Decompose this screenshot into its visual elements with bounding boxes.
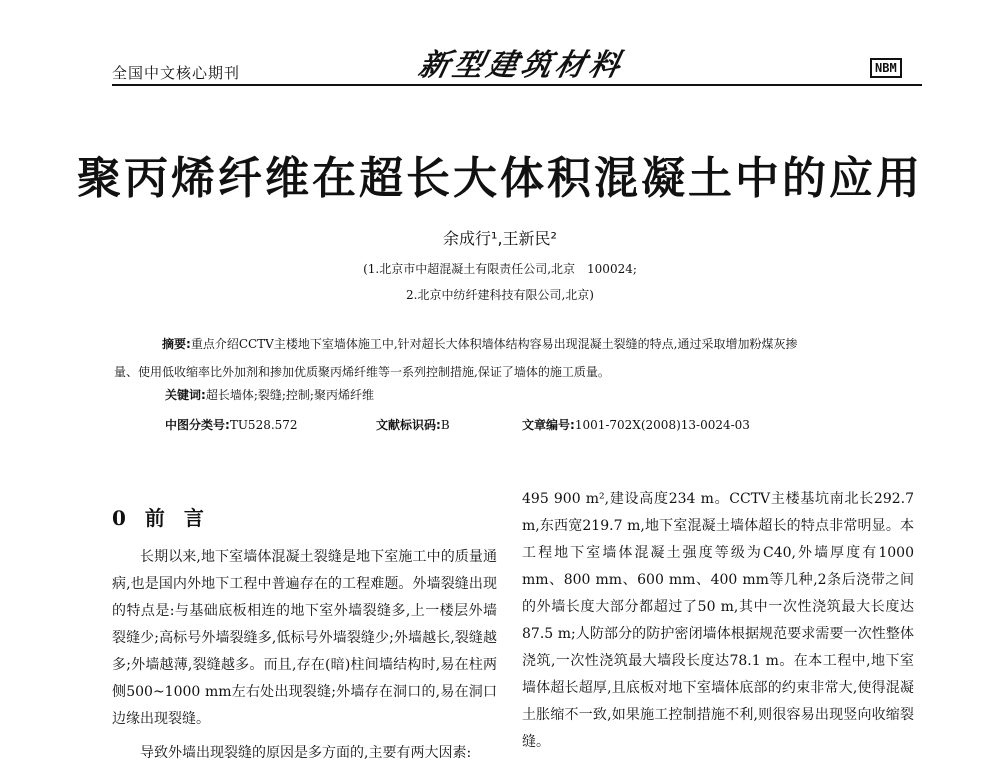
- affiliation-1: (1.北京市中超混凝土有限责任公司,北京 100024;: [363, 262, 637, 276]
- article-number: [522, 416, 750, 433]
- document-code-value: B: [440, 418, 450, 432]
- body-column-right: [522, 486, 914, 763]
- journal-logo: 新型建筑材料: [415, 48, 627, 83]
- journal-badge: NBM: [870, 58, 902, 78]
- section-heading: 0 前 言: [112, 506, 210, 530]
- header-rule: [112, 84, 922, 86]
- abstract-text-2: 量、使用低收缩率比外加剂和掺加优质聚丙烯纤维等一系列控制措施,保证了墙体的施工质量。: [114, 365, 610, 379]
- keywords-value: 超长墙体;裂缝;控制;聚丙烯纤维: [205, 388, 374, 402]
- journal-category-label: 全国中文核心期刊: [112, 64, 241, 82]
- body-paragraph: 长期以来,地下室墙体混凝土裂缝是地下室施工中的质量通病,也是国内外地下工程中普遍存在的工程难题。外墙裂缝出现的特点是:与基础底板相连的地下室外墙裂缝多,上一楼层外墙裂缝少;高标号外墙裂缝多,低标号外墙裂缝少;外墙越长,裂缝越多;外墙越薄,裂缝越多。而且,存在(暗)柱间墙结构时,易在柱两侧500~1000 mm左右处出现裂缝;外墙存在洞口的,易在洞口边缘出现裂缝。: [112, 549, 497, 727]
- classification-label: 中图分类号:: [165, 418, 230, 432]
- body-paragraph: 495 900 m²,建设高度234 m。CCTV主楼基坑南北长292.7 m,东西宽219.7 m,地下室混凝土墙体超长的特点非常明显。本工程地下室墙体混凝土强度等级为C40,外墙厚度有1000 mm、800 mm、600 mm、400 mm等几种,2条后浇带之间的外墙长度大部分都超过了50 m,其中一次性浇筑最大长度达87.5 m;人防部分的防护密闭墙体根据规范要求需要一次性整体浇筑,一次性浇筑最大墙段长度达78.1 m。在本工程中,地下室墙体超长超厚,且底板对地下室墙体底部的约束非常大,使得混凝土胀缩不一致,如果施工控制措施不利,则很容易出现竖向收缩裂缝。: [522, 491, 914, 750]
- abstract: [114, 330, 898, 386]
- abstract-label: 摘要:: [162, 337, 191, 351]
- classification-number: [165, 416, 298, 433]
- document-code-label: 文献标识码:: [376, 418, 441, 432]
- article-number-label: 文章编号:: [522, 418, 575, 432]
- abstract-text-1: 重点介绍CCTV主楼地下室墙体施工中,针对超长大体积墙体结构容易出现混凝土裂缝的特点,通过采取增加粉煤灰掺: [190, 337, 798, 351]
- paper-title: 聚丙烯纤维在超长大体积混凝土中的应用: [77, 153, 923, 204]
- body-column-left: [112, 544, 497, 774]
- affiliation-2: 2.北京中纺纤建科技有限公司,北京): [406, 288, 594, 302]
- classification-value: TU528.572: [229, 418, 298, 432]
- keywords: [165, 386, 374, 403]
- document-code: [376, 416, 450, 433]
- paper-authors: 余成行¹,王新民²: [443, 229, 557, 248]
- article-number-value: 1001-702X(2008)13-0024-03: [574, 418, 750, 432]
- keywords-label: 关键词:: [165, 388, 206, 402]
- body-paragraph: 导致外墙出现裂缝的原因是多方面的,主要有两大因素:: [140, 745, 472, 761]
